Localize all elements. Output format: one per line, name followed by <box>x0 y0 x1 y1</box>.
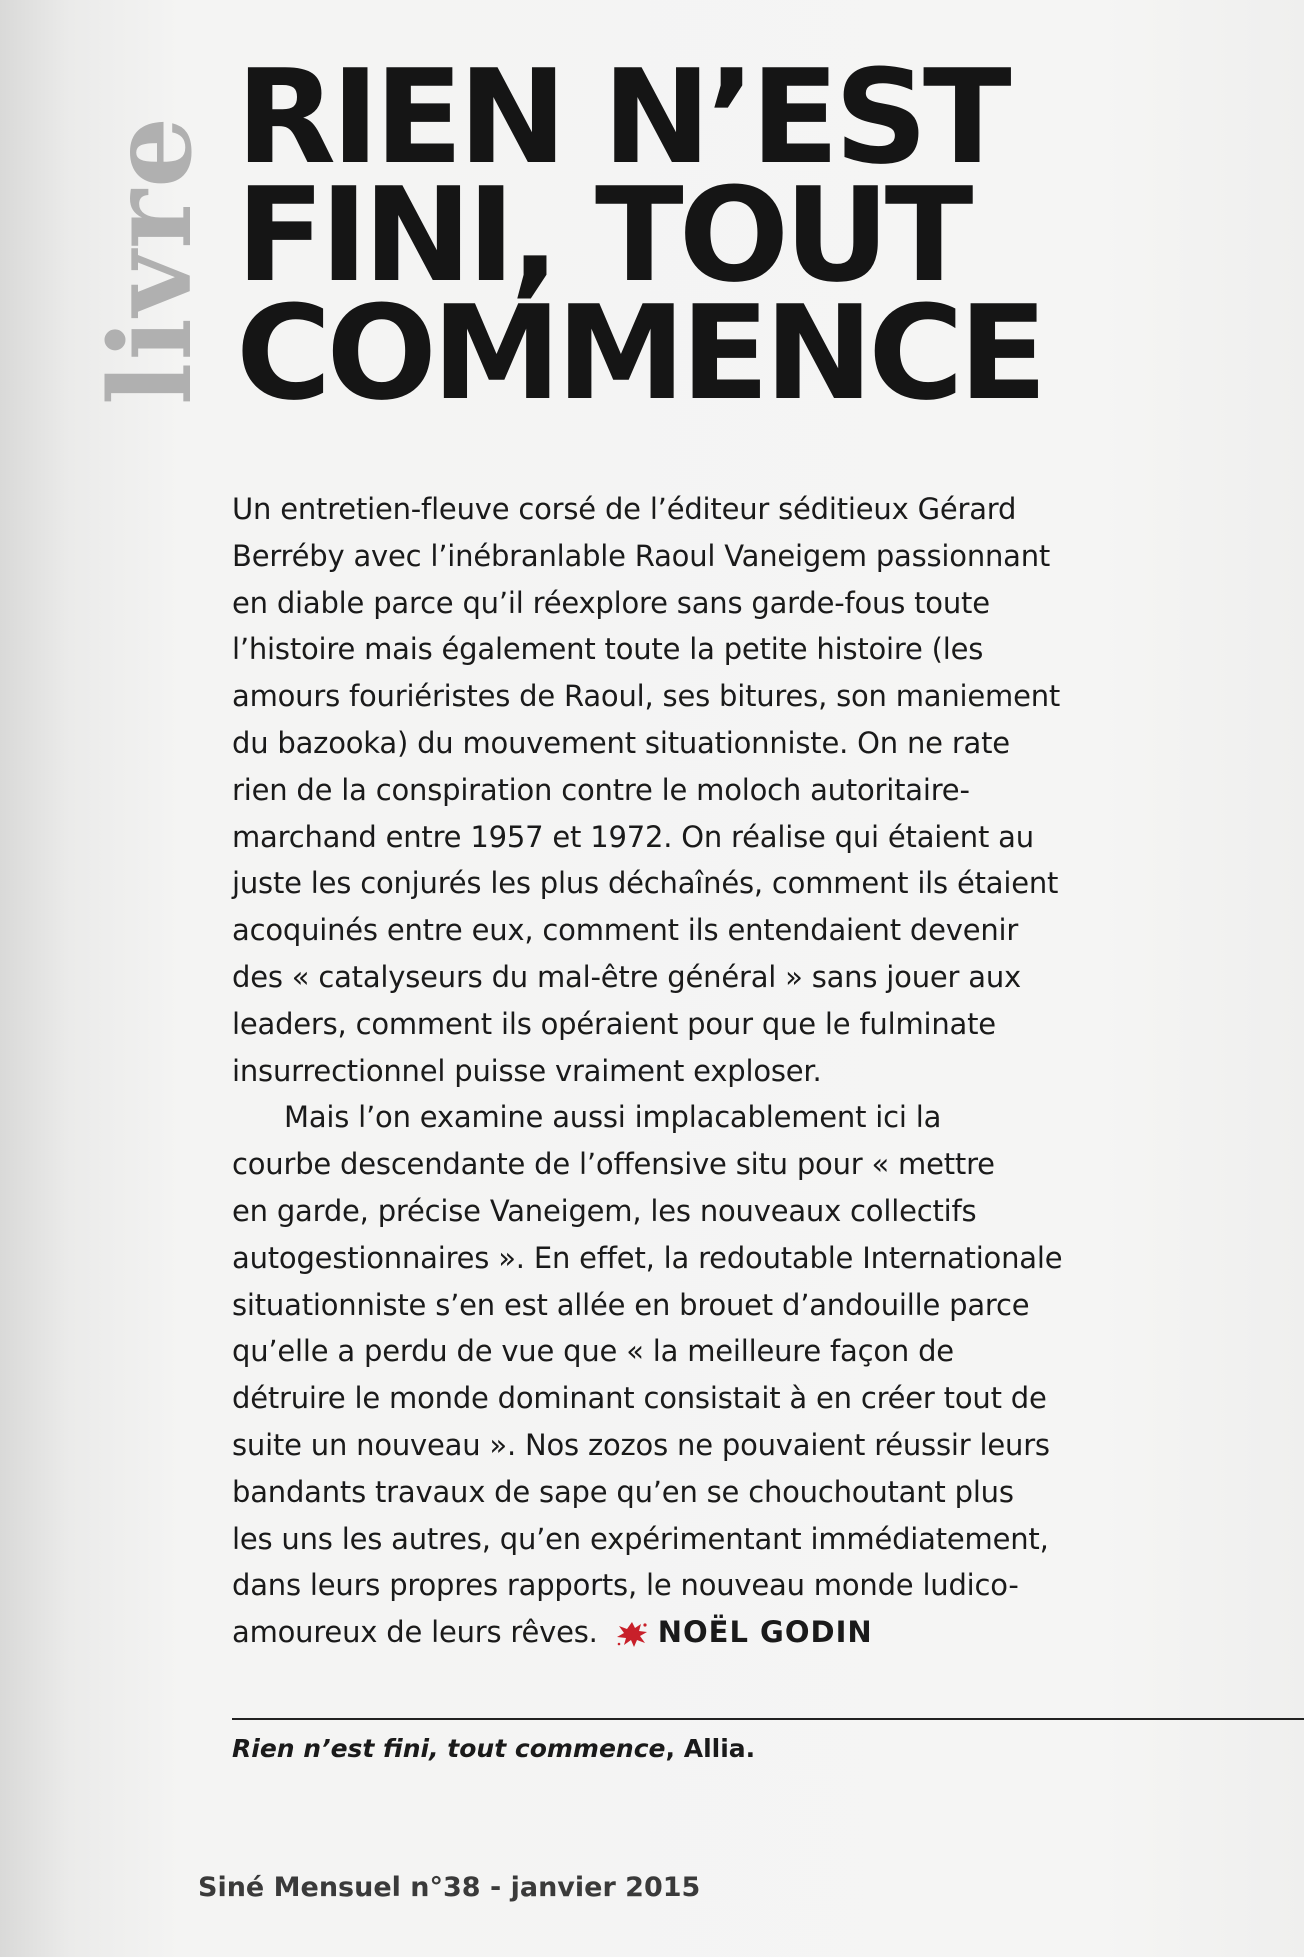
body-line: Un entretien-fleuve corsé de l’éditeur séditieux Gérard <box>232 492 1017 526</box>
body-line: Berréby avec l’inébranlable Raoul Vaneigem passionnant <box>232 538 1051 573</box>
body-line: juste les conjurés les plus déchaînés, comment ils étaient <box>232 866 1059 901</box>
section-label <box>86 95 218 425</box>
headline-line-2: FINI, TOUT <box>236 159 969 311</box>
body-line: insurrectionnel puisse vraiment exploser. <box>232 1053 822 1088</box>
body-line: détruire le monde dominant consistait à en créer tout de <box>232 1381 1047 1416</box>
body-line: courbe descendante de l’offensive situ pour « mettre <box>232 1147 995 1182</box>
book-reference <box>232 1729 755 1769</box>
section-label-text: livre <box>86 114 218 406</box>
book-publisher: , Allia. <box>665 1734 756 1763</box>
book-title: Rien n’est fini, tout commence <box>232 1734 666 1763</box>
body-line: Mais l’on examine aussi implacablement ici la <box>284 1100 942 1135</box>
author-name: NOËL GODIN <box>657 1615 873 1650</box>
headline-line-3: COMMENCE <box>236 277 1043 429</box>
body-line: en diable parce qu’il réexplore sans garde-fous toute <box>232 585 990 620</box>
body-line: les uns les autres, qu’en expérimentant immédiatement, <box>232 1521 1049 1556</box>
body-line: acoquinés entre eux, comment ils entendaient devenir <box>232 913 1019 948</box>
body-line: situationniste s’en est allée en brouet d’andouille parce <box>232 1287 1030 1322</box>
body-line: du bazooka) du mouvement situationniste. On ne rate <box>232 725 1010 760</box>
body-line: marchand entre 1957 et 1972. On réalise qui étaient au <box>232 819 1034 854</box>
body-line: leaders, comment ils opéraient pour que le fulminate <box>232 1006 996 1041</box>
issue-footer: Siné Mensuel n°38 - janvier 2015 <box>198 1872 701 1903</box>
body-line: amours fouriéristes de Raoul, ses bitures, son maniement <box>232 679 1061 714</box>
ink-splat-icon <box>615 1619 649 1649</box>
body-last-line <box>232 1609 1242 1656</box>
body-line: autogestionnaires ». En effet, la redoutable Internationale <box>232 1240 1063 1275</box>
headline <box>236 41 1276 429</box>
divider-rule <box>232 1718 1304 1720</box>
body-line: bandants travaux de sape qu’en se chouchoutant plus <box>232 1474 1014 1509</box>
body-line: en garde, précise Vaneigem, les nouveaux collectifs <box>232 1193 977 1228</box>
body-line: l’histoire mais également toute la petite histoire (les <box>232 632 984 667</box>
body-line: qu’elle a perdu de vue que « la meilleure façon de <box>232 1334 954 1369</box>
body-line: suite un nouveau ». Nos zozos ne pouvaient réussir leurs <box>232 1427 1050 1462</box>
body-line: des « catalyseurs du mal-être général » sans jouer aux <box>232 959 1021 994</box>
body-line: amoureux de leurs rêves. <box>232 1615 598 1650</box>
body-line: rien de la conspiration contre le moloch autoritaire- <box>232 772 970 807</box>
article-body <box>232 486 1252 1656</box>
body-line: dans leurs propres rapports, le nouveau monde ludico- <box>232 1568 1019 1603</box>
headline-line-1: RIEN N’EST <box>236 41 1007 193</box>
